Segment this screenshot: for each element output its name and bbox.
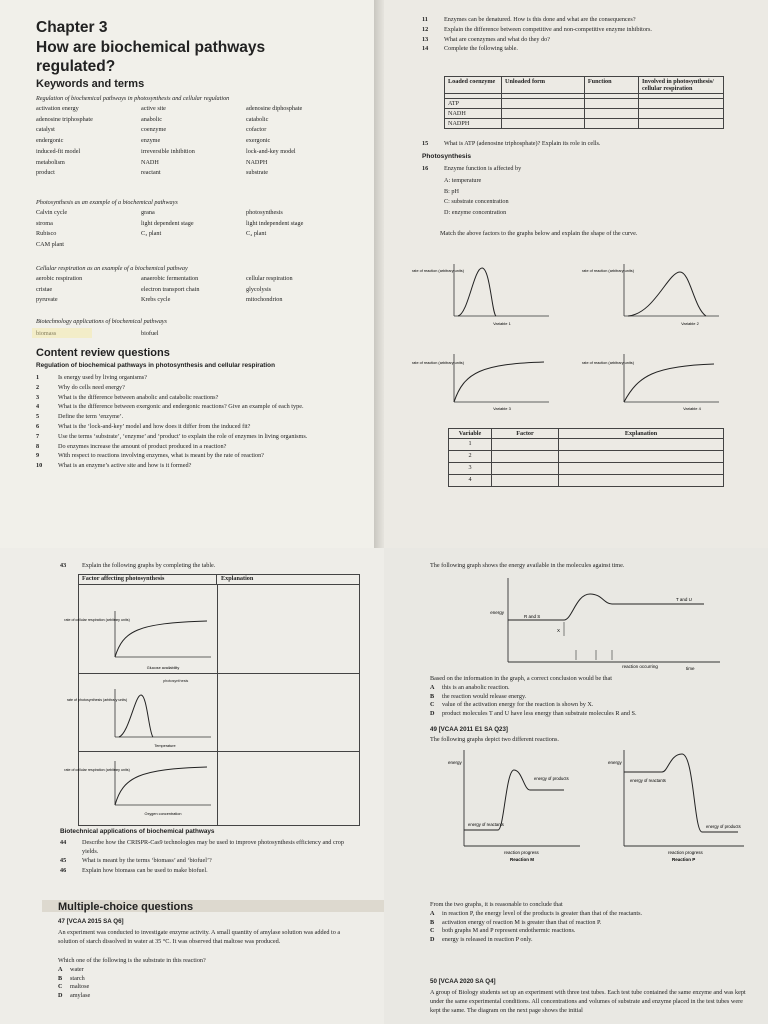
x-axis-label: Glucose availability xyxy=(146,666,180,670)
keyword-term xyxy=(246,329,351,340)
keyword-row xyxy=(36,229,366,240)
label-energy-products: energy of products xyxy=(706,824,741,829)
photosynthesis-heading: Photosynthesis xyxy=(422,153,472,160)
answer-option xyxy=(58,975,90,984)
option-letter: D xyxy=(430,709,435,717)
question-text: What is an enzyme’s active site and how is it formed? xyxy=(58,462,192,470)
question-47-ask: Which one of the following is the substrate in this reaction? xyxy=(58,957,206,964)
graph-top-label: photosynthesis xyxy=(163,679,189,683)
y-axis-label: energy xyxy=(448,760,462,765)
keyword-row xyxy=(36,285,366,296)
table-cell xyxy=(502,99,585,109)
label-energy-reactants: energy of reactants xyxy=(468,822,504,827)
keyword-term: mitochondrion xyxy=(246,296,283,304)
table-cell xyxy=(492,451,559,463)
graph-title: Reaction P xyxy=(672,857,696,862)
question-47-options xyxy=(58,966,90,1000)
keyword-term: endergonic xyxy=(36,137,64,145)
answer-option xyxy=(58,966,90,975)
answer-option xyxy=(430,910,750,919)
table-cell xyxy=(492,463,559,475)
option-letter: C xyxy=(430,927,435,934)
table-cell xyxy=(492,475,559,487)
x-axis-label: Temperature xyxy=(154,744,176,748)
y-axis-label: rate of reaction (arbitrary units) xyxy=(412,361,464,365)
question-text: Complete the following table. xyxy=(444,45,518,53)
answer-option xyxy=(430,684,750,693)
label-r-and-s: R and S xyxy=(524,614,541,619)
table-header: Variable xyxy=(449,429,492,439)
review-heading: Content review questions xyxy=(36,347,170,359)
chapter-title-line1: How are biochemical pathways xyxy=(36,39,266,56)
table-row-label: 1 xyxy=(449,439,492,451)
question-item xyxy=(422,26,732,35)
question-49-header: 49 [VCAA 2011 E1 SA Q23] xyxy=(430,726,508,733)
keyword-term: lock-and-key model xyxy=(246,147,296,155)
question-item xyxy=(60,839,350,856)
y-axis-label: rate of photosynthesis (arbitrary units) xyxy=(66,698,128,702)
question-number: 14 xyxy=(422,45,429,53)
option-letter: B xyxy=(430,692,435,700)
factor-table xyxy=(64,574,360,826)
option-text: both graphs M and P represent endothermic reactions. xyxy=(442,927,576,934)
option-letter: A xyxy=(58,966,63,973)
question-item xyxy=(36,423,332,432)
keyword-term: exergonic xyxy=(246,137,271,145)
graph-temperature xyxy=(66,683,215,751)
table-cell xyxy=(639,99,724,109)
option-text: in reaction P, the energy level of the products is greater than that of the reactants. xyxy=(442,910,643,917)
table-header: Function xyxy=(584,77,638,94)
option-text: the reaction would release energy. xyxy=(442,692,527,700)
keywords-block-1 xyxy=(36,104,366,179)
factor-item: C: substrate concentration xyxy=(444,198,509,205)
table-cell xyxy=(584,99,638,109)
keyword-term: pyruvate xyxy=(36,296,58,304)
question-50-header: 50 [VCAA 2020 SA Q4] xyxy=(430,978,496,985)
option-text: starch xyxy=(70,974,85,982)
table-header: Explanation xyxy=(217,575,359,585)
question-item xyxy=(60,857,350,866)
table-cell xyxy=(559,451,724,463)
question-number: 9 xyxy=(36,452,40,460)
question-49-options xyxy=(430,910,750,944)
factor-item: B: pH xyxy=(444,187,459,195)
table-header: Factor xyxy=(492,429,559,439)
table-cell xyxy=(559,475,724,487)
curve-skewed xyxy=(628,272,706,316)
table-cell xyxy=(639,119,724,129)
option-text: this is an anabolic reaction. xyxy=(442,684,510,691)
option-letter: C xyxy=(430,701,435,708)
question-list-11-14 xyxy=(422,16,732,55)
question-item xyxy=(422,36,732,45)
keyword-term: product xyxy=(36,169,55,177)
question-item xyxy=(36,452,332,461)
keyword-term: CAM plant xyxy=(36,241,65,249)
review-question-list xyxy=(36,374,332,472)
question-number: 3 xyxy=(36,393,40,401)
question-number: 10 xyxy=(36,462,43,470)
y-axis-label: rate of cellular respiration (arbitrary units) xyxy=(64,618,130,622)
factor-item: A: temperature xyxy=(444,177,482,184)
keywords-subheading-3: Cellular respiration as an example of a biochemical pathway xyxy=(36,265,188,272)
keyword-term: activation energy xyxy=(36,105,79,112)
keywords-subheading-2: Photosynthesis as an example of a biochemical pathways xyxy=(36,199,178,206)
keyword-term: cellular respiration xyxy=(246,275,293,282)
keyword-row xyxy=(36,104,366,115)
question-47-text: An experiment was conducted to investigate enzyme activity. A small quantity of amylase solution was added to a solution of starch dissolved in water at 35 °C. It was observed that maltose was produced. xyxy=(58,929,341,945)
table-row-label: ATP xyxy=(445,99,502,109)
option-letter: A xyxy=(430,910,435,917)
page-gutter xyxy=(374,0,384,548)
keyword-term: glycolysis xyxy=(246,285,272,293)
option-letter: D xyxy=(430,935,435,943)
y-axis-label: energy xyxy=(608,760,622,765)
curve-plateau xyxy=(115,621,207,657)
y-axis-label: rate of cellular respiration (arbitrary units) xyxy=(64,768,130,772)
keyword-term: biomass xyxy=(36,330,57,337)
keyword-term: catabolic xyxy=(246,115,269,123)
answer-option xyxy=(430,927,750,936)
chapter-label: Chapter 3 xyxy=(36,19,108,36)
question-number: 44 xyxy=(60,839,67,846)
table-row-label: 4 xyxy=(449,475,492,487)
keyword-term: grana xyxy=(141,209,155,216)
question-text: What is the difference between exergonic and endergonic reactions? Give an example of each type. xyxy=(58,403,304,411)
label-t-and-u: T and U xyxy=(676,597,692,602)
graph-glucose xyxy=(64,605,215,675)
graph-reaction-m xyxy=(434,744,584,864)
answer-option xyxy=(430,693,750,702)
question-item xyxy=(60,867,350,876)
option-text: amylase xyxy=(70,991,91,999)
keyword-term: light dependent stage xyxy=(141,219,194,227)
question-49-text: The following graphs depict two different reactions. xyxy=(430,736,559,743)
keyword-term xyxy=(141,240,246,251)
keyword-term: Krebs cycle xyxy=(141,296,171,304)
keyword-term: C₃ plant xyxy=(141,230,162,238)
keyword-term: metabolism xyxy=(36,158,65,166)
question-15: 15 What is ATP (adenosine triphosphate)? Explain its role in cells. xyxy=(422,140,601,147)
table-header: Factor affecting photosynthesis xyxy=(79,575,217,585)
table-cell xyxy=(584,109,638,119)
keywords-block-2 xyxy=(36,208,366,251)
curve-plateau xyxy=(115,767,207,805)
x-axis-label: Oxygen concentration xyxy=(144,812,182,816)
keywords-block-3 xyxy=(36,274,366,306)
keyword-term: induced-fit model xyxy=(36,147,81,155)
table-row-label: 2 xyxy=(449,451,492,463)
keyword-term: Rubisco xyxy=(36,230,57,238)
graph-variable-2 xyxy=(582,258,724,328)
question-49-conclude: From the two graphs, it is reasonable to conclude that xyxy=(430,901,563,908)
table-header: Loaded coenzyme xyxy=(445,77,502,94)
x-axis-label: Variable 4 xyxy=(683,406,701,411)
coenzyme-table xyxy=(444,76,724,129)
question-item xyxy=(422,45,732,54)
option-text: activation energy of reaction M is greater than that of reaction P. xyxy=(442,918,602,926)
keyword-term: electron transport chain xyxy=(141,285,200,293)
factor-item: D: enzyme concentration xyxy=(444,208,507,216)
x-axis-label: time xyxy=(686,666,695,671)
keywords-subheading-4: Biotechnology applications of biochemical pathways xyxy=(36,318,167,325)
table-cell xyxy=(639,109,724,119)
answer-option xyxy=(58,992,90,1001)
question-text: Do enzymes increase the amount of product produced in a reaction? xyxy=(58,442,227,450)
question-list-44-46 xyxy=(60,839,350,877)
biotech-heading: Biotechnical applications of biochemical pathways xyxy=(60,828,215,835)
graph-variable-1 xyxy=(412,258,554,328)
keyword-term: cristae xyxy=(36,285,53,293)
keyword-row xyxy=(36,158,366,169)
keyword-term: reactant xyxy=(141,169,161,177)
keywords-subheading-1: Regulation of biochemical pathways in photosynthesis and cellular regulation xyxy=(36,95,230,102)
option-text: value of the activation energy for the reaction is shown by X. xyxy=(442,701,594,708)
keyword-term: enzyme xyxy=(141,137,161,145)
table-divider xyxy=(217,585,218,825)
question-50-text: A group of Biology students set up an experiment with three test tubes. Each test tube contained the same enzyme and was kept under the same experimental conditions. All concentrations and volumes of substrate and enzyme placed in the test tubes were kept the same. The diagram on the next page shows the initial xyxy=(430,989,746,1014)
question-47-header: 47 [VCAA 2015 SA Q6] xyxy=(58,918,124,925)
y-axis-label: rate of reaction (arbitrary units) xyxy=(582,269,634,273)
highlighter-mark xyxy=(32,328,92,338)
keyword-term: C₄ plant xyxy=(246,230,267,238)
y-axis-label: rate of reaction (arbitrary units) xyxy=(582,361,634,365)
question-item xyxy=(422,16,732,25)
graph-variable-3 xyxy=(412,350,554,412)
table-cell xyxy=(559,439,724,451)
keyword-row xyxy=(36,208,366,219)
answer-option xyxy=(58,983,90,992)
question-number: 1 xyxy=(36,374,40,381)
keyword-row xyxy=(36,115,366,126)
energy-time-graph xyxy=(480,574,730,672)
option-text: energy is released in reaction P only. xyxy=(442,935,533,943)
answer-option xyxy=(430,701,750,710)
keyword-term: coenzyme xyxy=(141,126,167,134)
review-subheading: Regulation of biochemical pathways in photosynthesis and cellular respiration xyxy=(36,362,275,369)
question-text: What is the ‘lock-and-key’ model and how does it differ from the induced fit? xyxy=(58,422,251,430)
keyword-row xyxy=(36,136,366,147)
multiple-choice-heading: Multiple-choice questions xyxy=(58,901,194,913)
answer-option xyxy=(430,710,750,719)
graph-oxygen xyxy=(64,757,215,823)
variable-table xyxy=(448,428,724,487)
keyword-term: NADH xyxy=(141,158,159,166)
table-cell xyxy=(492,439,559,451)
keyword-term: aerobic respiration xyxy=(36,275,83,282)
label-reaction-occurring: reaction occurring xyxy=(622,664,658,669)
y-axis-label: rate of reaction (arbitrary units) xyxy=(412,269,464,273)
keyword-term: anaerobic fermentation xyxy=(141,275,199,282)
question-16: 16 Enzyme function is affected by xyxy=(422,165,522,172)
option-letter: B xyxy=(58,974,63,982)
x-axis-label: Variable 2 xyxy=(681,321,699,326)
label-energy-reactants: energy of reactants xyxy=(630,778,666,783)
option-letter: C xyxy=(58,983,63,990)
y-axis-label: energy xyxy=(490,610,504,615)
keyword-row xyxy=(36,125,366,136)
keyword-row xyxy=(36,147,366,158)
keyword-term xyxy=(246,240,351,251)
page-questions-graphs xyxy=(384,0,768,548)
page-photosynthesis-factors xyxy=(0,548,384,1024)
keyword-term: stroma xyxy=(36,219,53,227)
keyword-term: active site xyxy=(141,105,166,112)
graph-title: Reaction M xyxy=(510,857,535,862)
keyword-term: irreversible inhibition xyxy=(141,147,195,155)
chapter-title-line2: regulated? xyxy=(36,58,116,75)
keyword-term: substrate xyxy=(246,169,268,177)
question-item xyxy=(36,403,332,412)
question-number: 2 xyxy=(36,383,40,391)
option-letter: B xyxy=(430,918,435,926)
question-number: 8 xyxy=(36,442,40,450)
x-axis-label: reaction progress xyxy=(668,850,703,855)
keyword-row xyxy=(36,240,366,251)
question-number: 7 xyxy=(36,432,40,440)
question-43: 43 Explain the following graphs by completing the table. xyxy=(60,562,216,569)
question-text: Why do cells need energy? xyxy=(58,383,125,391)
table-divider xyxy=(79,751,359,752)
curve-bell xyxy=(458,268,496,316)
table-cell xyxy=(584,119,638,129)
question-48-text: Based on the information in the graph, a correct conclusion would be that xyxy=(430,675,612,682)
question-item xyxy=(36,443,332,452)
question-text: Enzymes can be denatured. How is this done and what are the consequences? xyxy=(444,16,636,23)
factor-list xyxy=(444,176,509,218)
question-text: What is the difference between anabolic and catabolic reactions? xyxy=(58,393,219,401)
curve-plateau xyxy=(454,362,544,402)
question-text: Define the term ‘enzyme’. xyxy=(58,413,124,421)
option-letter: D xyxy=(58,991,63,999)
table-cell xyxy=(502,109,585,119)
question-item xyxy=(36,413,332,422)
question-number: 13 xyxy=(422,35,429,43)
option-text: water xyxy=(70,966,84,973)
page-keywords-review xyxy=(0,0,384,548)
keyword-term: adenosine triphosphate xyxy=(36,115,93,123)
graph-variable-4 xyxy=(582,350,724,412)
keyword-row xyxy=(36,295,366,306)
question-text: What is meant by the terms ‘biomass’ and ‘biofuel’? xyxy=(82,857,212,865)
keyword-term: cofactor xyxy=(246,126,267,134)
table-header: Explanation xyxy=(559,429,724,439)
match-instruction: Match the above factors to the graphs below and explain the shape of the curve. xyxy=(440,230,638,237)
graph-reaction-p xyxy=(598,744,748,864)
question-text: Use the terms ‘substrate’, ‘enzyme’ and ‘product’ to explain the role of enzymes in living organisms. xyxy=(58,432,308,440)
answer-option xyxy=(430,919,750,928)
page-energy-graphs xyxy=(384,548,768,1024)
question-text: Explain the difference between competitive and non-competitive enzyme inhibitors. xyxy=(444,25,652,33)
answer-option xyxy=(430,936,750,945)
question-number: 12 xyxy=(422,25,429,33)
keyword-row xyxy=(36,219,366,230)
table-row-label: 3 xyxy=(449,463,492,475)
x-axis-label: reaction progress xyxy=(504,850,539,855)
keyword-term: photosynthesis xyxy=(246,209,283,216)
table-row-label: NADPH xyxy=(445,119,502,129)
question-item xyxy=(36,384,332,393)
question-number: 6 xyxy=(36,422,40,430)
question-text: What are coenzymes and what do they do? xyxy=(444,35,551,43)
table-header: Unloaded form xyxy=(502,77,585,94)
keyword-term: catalyst xyxy=(36,126,55,134)
question-text: Explain how biomass can be used to make biofuel. xyxy=(82,867,208,875)
table-cell xyxy=(559,463,724,475)
energy-graph-intro: The following graph shows the energy available in the molecules against time. xyxy=(430,562,625,569)
x-axis-label: Variable 3 xyxy=(493,406,511,411)
keyword-row xyxy=(36,168,366,179)
energy-curve xyxy=(624,754,738,832)
question-item xyxy=(36,433,332,442)
question-item xyxy=(36,394,332,403)
label-energy-products: energy of products xyxy=(534,776,569,781)
keyword-term: light independent stage xyxy=(246,219,304,227)
question-item xyxy=(36,374,332,383)
keyword-term: Calvin cycle xyxy=(36,209,68,216)
question-item xyxy=(36,462,332,471)
table-cell xyxy=(502,119,585,129)
question-number: 5 xyxy=(36,413,40,421)
keyword-term: biofuel xyxy=(141,330,159,337)
question-number: 4 xyxy=(36,403,40,411)
option-text: product molecules T and U have less energy than substrate molecules R and S. xyxy=(442,709,637,717)
question-48-options xyxy=(430,684,750,718)
question-text: Is energy used by living organisms? xyxy=(58,374,147,381)
question-number: 46 xyxy=(60,867,67,875)
table-header: Involved in photosynthesis/ cellular respiration xyxy=(639,77,724,94)
label-x: X xyxy=(556,628,560,633)
option-text: maltose xyxy=(70,983,90,990)
keyword-row xyxy=(36,274,366,285)
option-letter: A xyxy=(430,684,435,691)
question-text: With respect to reactions involving enzymes, what is meant by the rate of reaction? xyxy=(58,452,264,460)
table-row-label: NADH xyxy=(445,109,502,119)
keywords-heading: Keywords and terms xyxy=(36,78,145,90)
keyword-term: adenosine diphosphate xyxy=(246,105,303,112)
question-number: 11 xyxy=(422,16,428,23)
x-axis-label: Variable 1 xyxy=(493,321,511,326)
curve-plateau xyxy=(624,364,714,402)
keyword-term: anabolic xyxy=(141,115,162,123)
question-number: 45 xyxy=(60,857,67,865)
question-text: Describe how the CRISPR-Cas9 technologies may be used to improve photosynthesis efficiency and crop yields. xyxy=(82,839,344,855)
keyword-term: NADPH xyxy=(246,158,268,166)
